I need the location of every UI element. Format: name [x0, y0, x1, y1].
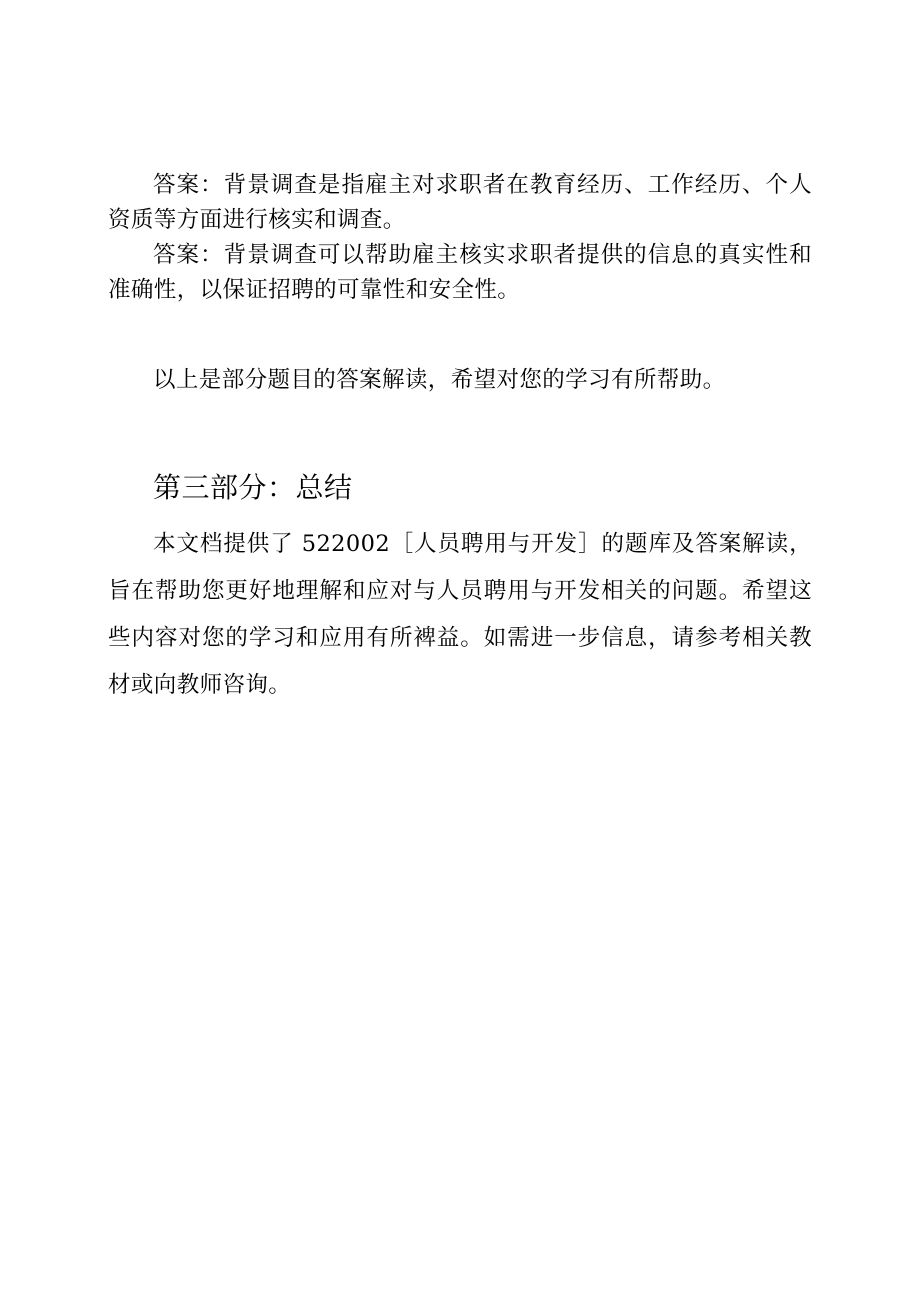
- section-heading: 第三部分：总结: [153, 471, 353, 504]
- closing-paragraph: 以上是部分题目的答案解读，希望对您的学习有所帮助。: [153, 367, 726, 393]
- summary-paragraph: 本文档提供了 522002［人员聘用与开发］的题库及答案解读，旨在帮助您更好地理解和应对与人员聘用与开发相关的问题。希望这些内容对您的学习和应用有所裨益。如需进一步信息，请参考相关教材或向教师咨询。: [108, 531, 812, 698]
- answer-paragraph-2: 答案：背景调查可以帮助雇主核实求职者提供的信息的真实性和准确性，以保证招聘的可靠性和安全性。: [108, 242, 812, 303]
- answer-paragraph-1: 答案：背景调查是指雇主对求职者在教育经历、工作经历、个人资质等方面进行核实和调查。: [108, 172, 812, 233]
